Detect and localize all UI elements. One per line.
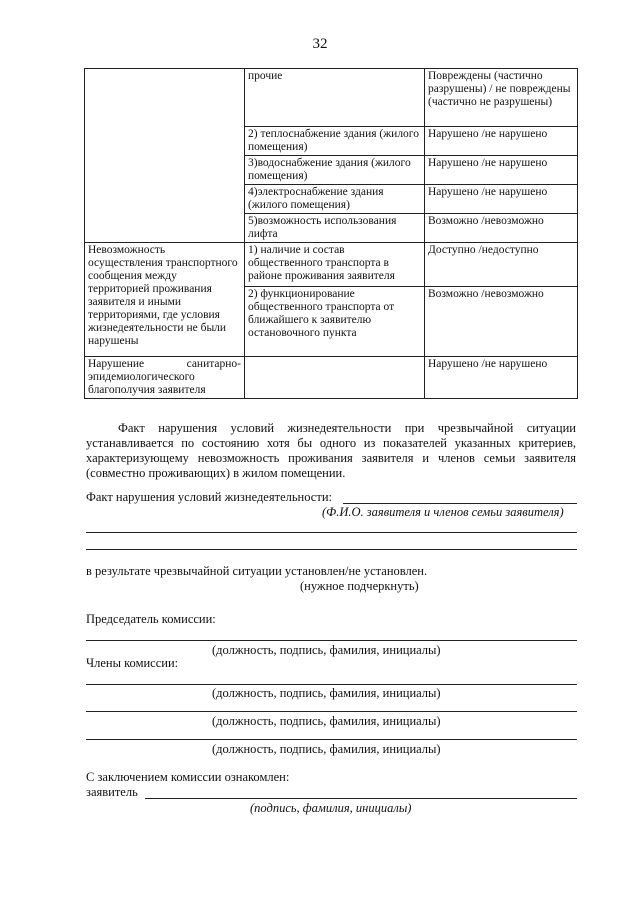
table-cell-status: Нарушено /не нарушено (425, 357, 578, 399)
body-paragraph: Факт нарушения условий жизнедеятельности при чрезвычайной ситуации устанавливается по состоянию хотя бы одного из показателей указанных критериев, характеризующему невозможность проживания заявителя и членов семьи заявителя (совместно проживающих) в жилом помещении. (86, 421, 576, 480)
page-number: 32 (312, 36, 328, 52)
position-hint: (должность, подпись, фамилия, инициалы) (212, 643, 441, 657)
table-cell-criterion: Нарушение санитарно-эпидемиологического благополучия заявителя (85, 357, 245, 399)
table-cell-indicator (245, 357, 425, 399)
signature-line (86, 640, 577, 641)
table-cell-status: Доступно /недоступно (425, 243, 578, 287)
table-row (85, 243, 578, 287)
members-label: Члены комиссии: (86, 656, 179, 670)
table-cell-status: Нарушено /не нарушено (425, 185, 578, 214)
table-cell-status: Нарушено /не нарушено (425, 127, 578, 156)
position-hint: (должность, подпись, фамилия, инициалы) (212, 714, 441, 728)
fact-line (343, 503, 577, 504)
table-cell-indicator: прочие (245, 69, 425, 127)
table-cell-indicator: 1) наличие и состав общественного транспорта в районе проживания заявителя (245, 243, 425, 287)
criteria-table (84, 68, 578, 399)
position-hint: (должность, подпись, фамилия, инициалы) (212, 742, 441, 756)
table-cell-status: Возможно /невозможно (425, 214, 578, 243)
position-hint: (должность, подпись, фамилия, инициалы) (212, 686, 441, 700)
underline-hint: (нужное подчеркнуть) (300, 579, 419, 593)
signature-line (86, 711, 577, 712)
result-text: в результате чрезвычайной ситуации установлен/не установлен. (86, 564, 428, 578)
signature-line (86, 684, 577, 685)
table-cell-criterion: Невозможность осуществления транспортного сообщения между территорией проживания заявителя и иными территориями, где условия жизнедеятельности не были нарушены (85, 243, 245, 357)
table-cell-indicator: 3)водоснабжение здания (жилого помещения) (245, 156, 425, 185)
acquainted-label: С заключением комиссии ознакомлен: (86, 770, 290, 784)
fact-label: Факт нарушения условий жизнедеятельности: (86, 490, 332, 504)
signature-hint: (подпись, фамилия, инициалы) (250, 801, 412, 815)
fact-line (86, 549, 577, 550)
applicant-label: заявитель (86, 785, 138, 799)
table-row (85, 69, 578, 127)
table-cell-status: Повреждены (частично разрушены) / не повреждены (частично не разрушены) (425, 69, 578, 127)
fact-line (86, 532, 577, 533)
table-cell-status: Нарушено /не нарушено (425, 156, 578, 185)
table-cell-indicator: 4)электроснабжение здания (жилого помещения) (245, 185, 425, 214)
table-cell-status: Возможно /невозможно (425, 287, 578, 357)
fact-hint: (Ф.И.О. заявителя и членов семьи заявителя) (322, 505, 564, 519)
table-cell-indicator: 2) функционирование общественного транспорта от ближайшего к заявителю остановочного пункта (245, 287, 425, 357)
signature-line (86, 739, 577, 740)
chairman-label: Председатель комиссии: (86, 612, 216, 626)
table-cell-indicator: 2) теплоснабжение здания (жилого помещения) (245, 127, 425, 156)
table-cell-criterion (85, 69, 245, 243)
signature-line (145, 798, 577, 799)
table-cell-indicator: 5)возможность использования лифта (245, 214, 425, 243)
table-row (85, 357, 578, 399)
